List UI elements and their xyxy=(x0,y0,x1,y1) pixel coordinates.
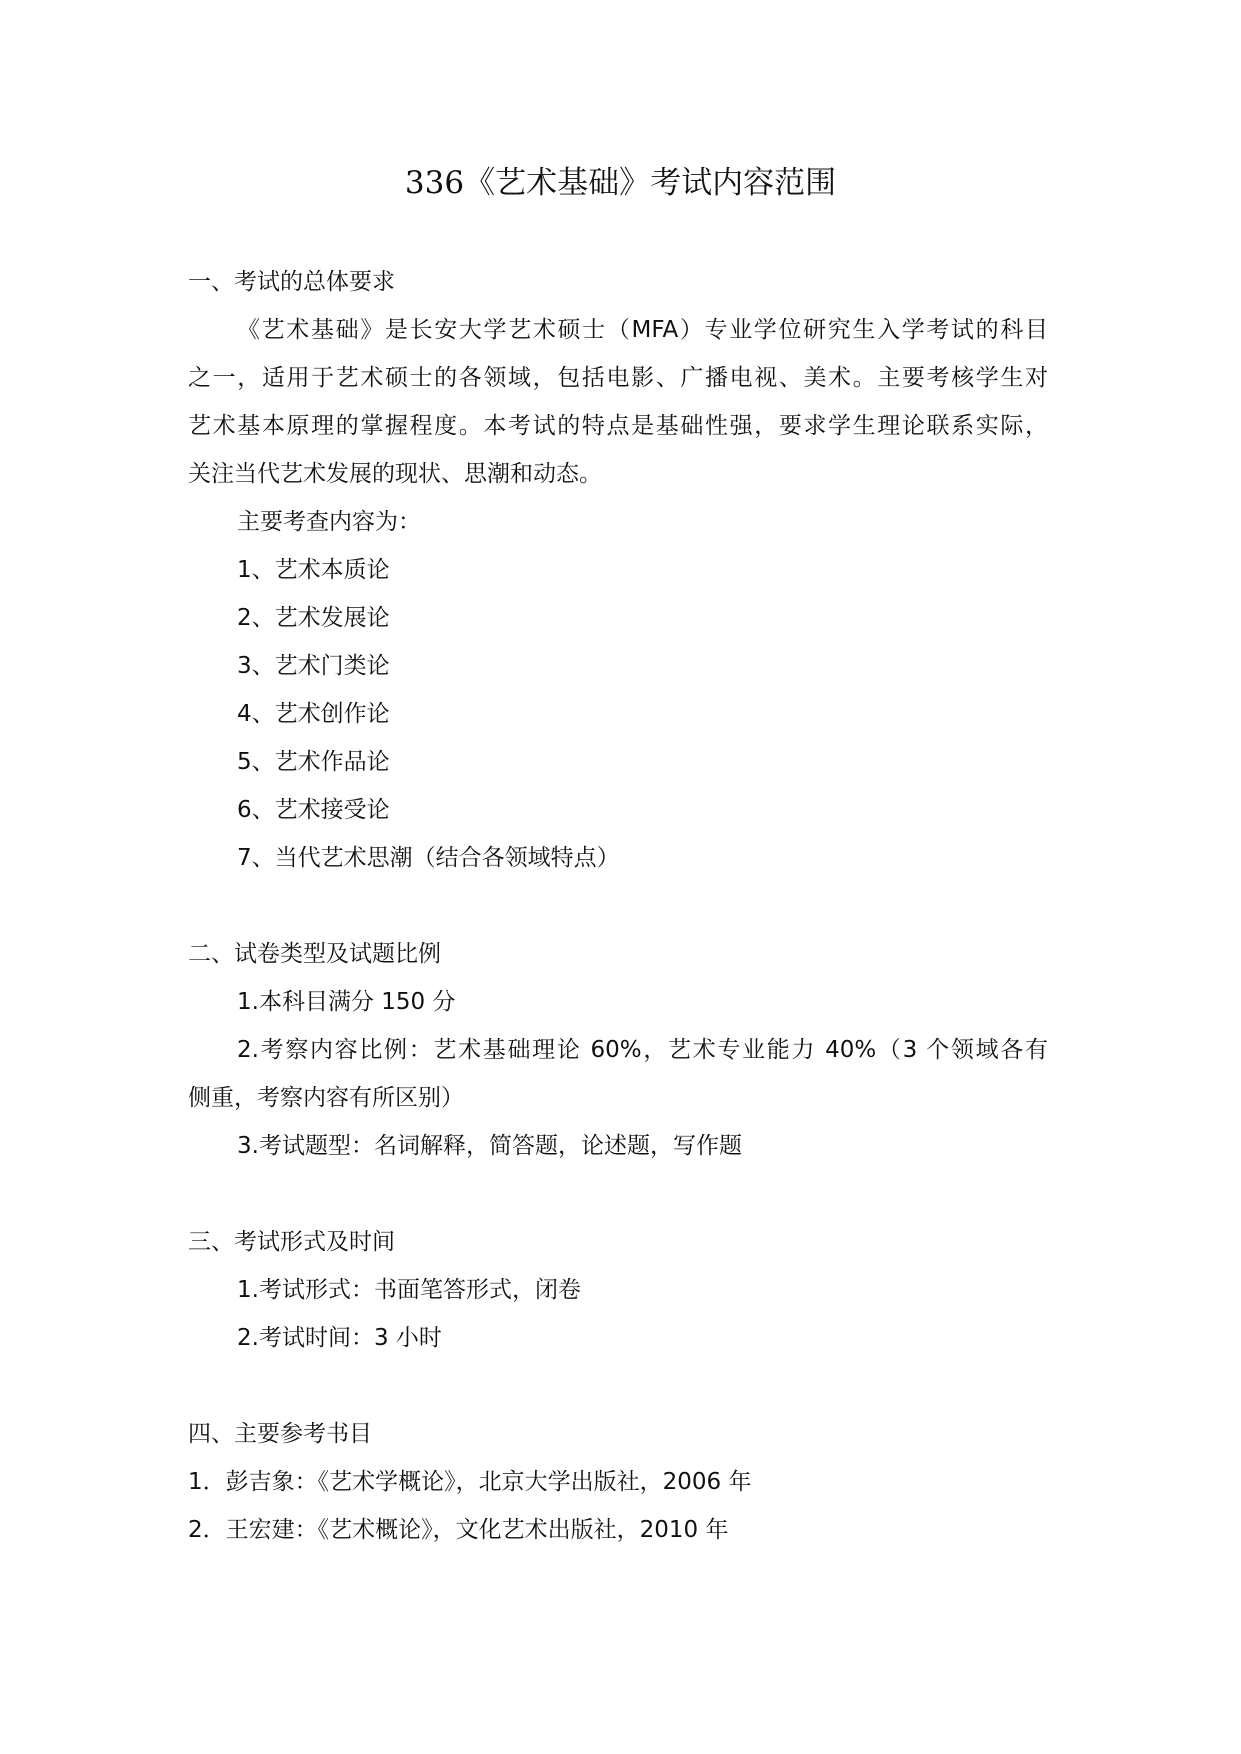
list-item: 2.考试时间：3 小时 xyxy=(237,1325,442,1351)
paragraph-line: 之一，适用于艺术硕士的各领域，包括电影、广播电视、美术。主要考核学生对 xyxy=(188,365,1048,391)
document-title: 336《艺术基础》考试内容范围 xyxy=(404,165,837,201)
paragraph-line: 艺术基本原理的掌握程度。本考试的特点是基础性强，要求学生理论联系实际， xyxy=(188,413,1048,439)
list-item: 5、艺术作品论 xyxy=(237,749,390,775)
paragraph-line: 关注当代艺术发展的现状、思潮和动态。 xyxy=(188,461,602,487)
list-item: 2.考察内容比例：艺术基础理论 60%，艺术专业能力 40%（3 个领域各有 xyxy=(237,1037,1048,1063)
list-item-continuation: 侧重，考察内容有所区别） xyxy=(188,1085,464,1111)
list-item: 4、艺术创作论 xyxy=(237,701,390,727)
list-item: 3、艺术门类论 xyxy=(237,653,390,679)
section-heading-references: 四、主要参考书目 xyxy=(188,1421,372,1447)
reference-item: 1．彭吉象：《艺术学概论》，北京大学出版社，2006 年 xyxy=(188,1469,752,1495)
paragraph-line: 《艺术基础》是长安大学艺术硕士（MFA）专业学位研究生入学考试的科目 xyxy=(237,317,1048,343)
list-item: 2、艺术发展论 xyxy=(237,605,390,631)
section-heading-requirements: 一、考试的总体要求 xyxy=(188,269,395,295)
list-item: 1、艺术本质论 xyxy=(237,557,390,583)
list-item: 1.本科目满分 150 分 xyxy=(237,989,456,1015)
section-heading-format-time: 三、考试形式及时间 xyxy=(188,1229,395,1255)
list-item: 3.考试题型：名词解释，简答题，论述题，写作题 xyxy=(237,1133,742,1159)
content-intro: 主要考查内容为： xyxy=(237,509,421,535)
list-item: 1.考试形式：书面笔答形式，闭卷 xyxy=(237,1277,581,1303)
list-item: 6、艺术接受论 xyxy=(237,797,390,823)
section-heading-paper-type: 二、试卷类型及试题比例 xyxy=(188,941,441,967)
list-item: 7、当代艺术思潮（结合各领域特点） xyxy=(237,845,620,871)
reference-item: 2．王宏建：《艺术概论》，文化艺术出版社，2010 年 xyxy=(188,1517,729,1543)
